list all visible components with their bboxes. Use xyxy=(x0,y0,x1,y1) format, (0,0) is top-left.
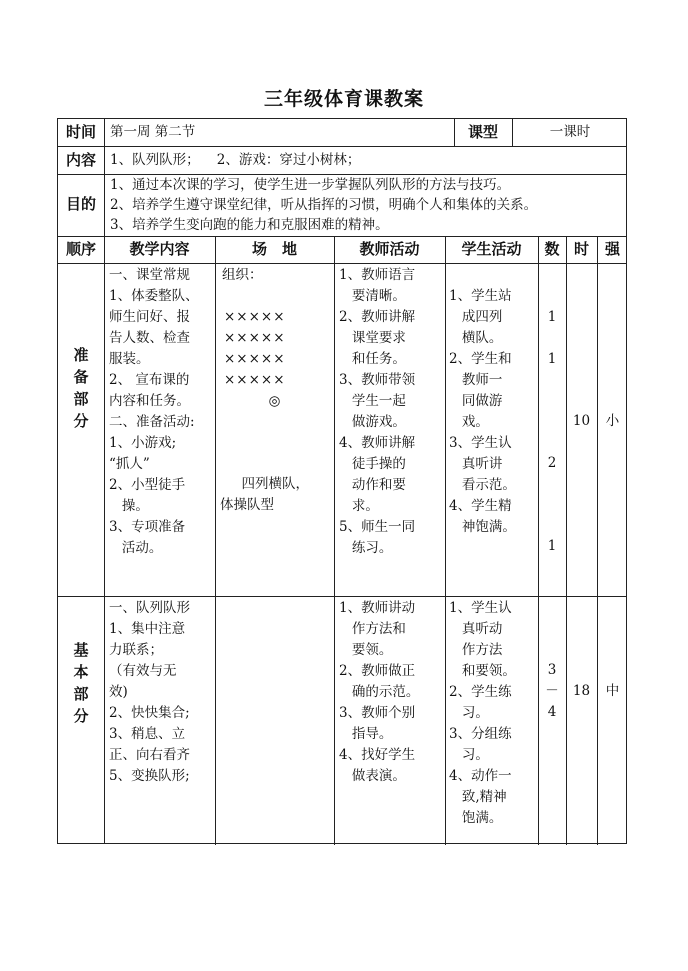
lesson-plan-table xyxy=(57,118,627,844)
page-title: 三年级体育课教案 xyxy=(263,88,424,110)
col-divider xyxy=(334,236,335,845)
basic-content: 一、队列队形 1、集中注意 力联系； （有效与无 效) 2、快快集合; 3、稍息、立 正、向右看齐 5、变换队形; xyxy=(109,600,190,784)
basic-teacher-activity: 1、教师讲动 作方法和 要领。 2、教师做正 确的示范。 3、教师个别 指导。 4、找好学生 做表演。 xyxy=(339,600,420,784)
header-time: 时 xyxy=(573,240,589,258)
prep-content: 一、课堂常规 1、体委整队、 师生问好、报 告人数、检查 服装。 2、 宣布课的 内容和任务。 二、准备活动: 1、小游戏; “抓人” 2、小型徒手 操。 3、专项准备 活动。 xyxy=(109,267,199,556)
prep-teacher-activity: 1、教师语言 要清晰。 2、教师讲解 课堂要求 和任务。 3、教师带领 学生一起 做游戏。 4、教师讲解 徒手操的 动作和要 求。 5、师生一同 练习。 xyxy=(339,267,416,556)
content-value: 1、队列队形； 2、游戏：穿过小树林； xyxy=(110,152,361,168)
header-student: 学生活动 xyxy=(461,240,522,258)
goal-line: 3、培养学生变向跑的能力和克服困难的精神。 xyxy=(110,217,389,233)
col-divider xyxy=(597,236,598,845)
header-venue: 场 地 xyxy=(251,240,297,258)
header-order: 顺序 xyxy=(65,240,96,258)
prep-venue-note: 四列横队， 体操队型 xyxy=(220,476,309,513)
basic-time: 18 xyxy=(572,683,591,699)
goal-label: 目的 xyxy=(65,195,96,213)
basic-student-activity: 1、学生认 真听动 作方法 和要领。 2、学生练 习。 3、分组练 习。 4、动作一 致,精神 饱满。 xyxy=(449,600,516,826)
prep-student-activity: 1、学生站 成四列 横队。 2、学生和 教师一 同做游 戏。 3、学生认 真听讲 看示范。 4、学生精 神饱满。 xyxy=(449,288,516,535)
lesson-type-label: 课型 xyxy=(467,123,498,141)
col-divider xyxy=(445,236,446,845)
row-divider xyxy=(58,236,626,237)
prep-count: 2 xyxy=(547,455,557,471)
goal-line: 2、培养学生遵守课堂纪律，听从指挥的习惯，明确个人和集体的关系。 xyxy=(110,197,538,213)
row-divider xyxy=(58,596,626,597)
col-divider xyxy=(104,119,105,843)
goal-line: 1、通过本次课的学习，使学生进一步掌握队列队形的方法与技巧。 xyxy=(110,177,511,193)
prep-count: 1 xyxy=(547,309,557,325)
basic-count: 3 － 4 xyxy=(545,662,559,720)
basic-section-label: 基 本 部 分 xyxy=(73,641,89,725)
prep-section-label: 准 备 部 分 xyxy=(73,346,89,430)
row-divider xyxy=(58,263,626,264)
prep-time: 10 xyxy=(572,413,591,429)
prep-count: 1 xyxy=(547,538,557,554)
prep-venue-org: 组织： xyxy=(222,267,263,283)
time-value: 第一周 第二节 xyxy=(110,124,196,140)
content-label: 内容 xyxy=(65,151,96,169)
header-intensity: 强 xyxy=(604,240,620,258)
col-divider xyxy=(215,236,216,845)
header-count: 数 xyxy=(544,240,560,258)
teacher-position-mark: ◎ xyxy=(268,393,281,409)
row-divider xyxy=(58,146,626,147)
prep-count: 1 xyxy=(547,351,557,367)
time-label: 时间 xyxy=(65,123,96,141)
header-content: 教学内容 xyxy=(129,240,190,258)
prep-intensity: 小 xyxy=(605,413,620,429)
basic-intensity: 中 xyxy=(605,683,620,699)
lesson-type-value: 一课时 xyxy=(549,124,591,140)
prep-formation: ××××× ××××× ××××× ××××× xyxy=(224,309,286,388)
header-teacher: 教师活动 xyxy=(359,240,420,258)
col-divider xyxy=(566,236,567,845)
